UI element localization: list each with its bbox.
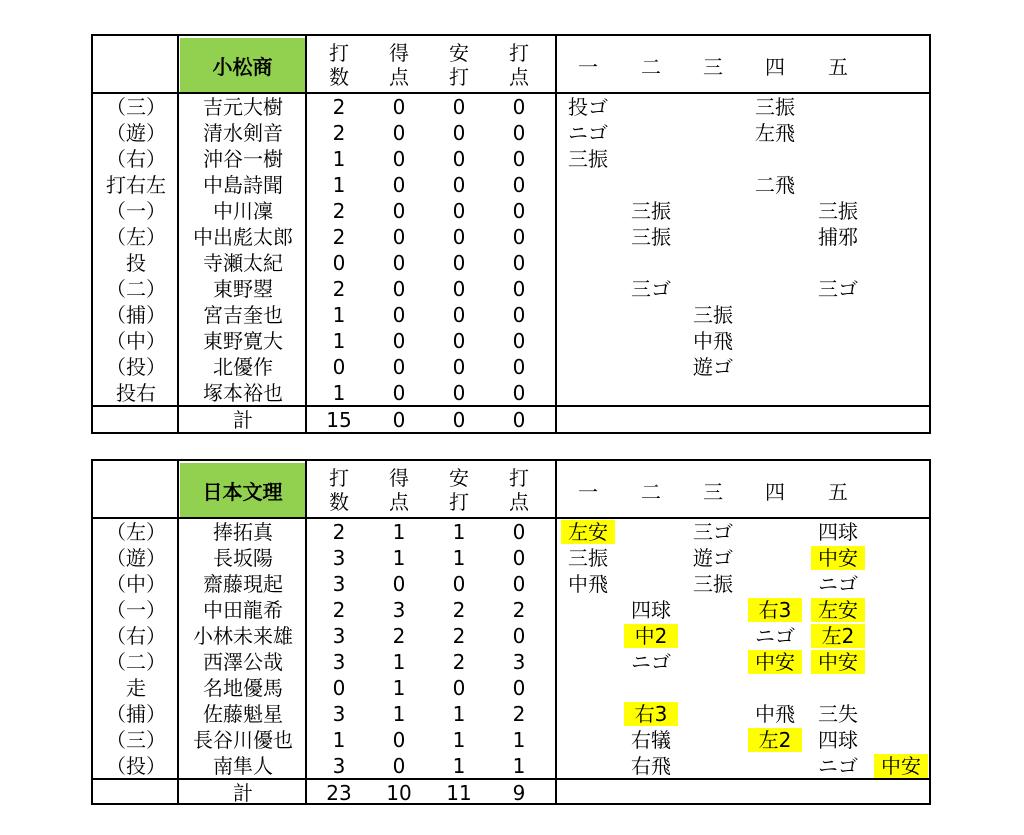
player-stat: 1 (332, 303, 346, 327)
player-stat: 1 (332, 329, 346, 353)
player-stat: 0 (452, 329, 466, 353)
player-stat: 0 (332, 355, 346, 379)
player-row (93, 597, 929, 623)
player-stat: 2 (512, 702, 526, 726)
stat-header-char: 打 (329, 466, 349, 490)
at-bat-result: 三振 (631, 225, 671, 249)
player-stat: 0 (512, 251, 526, 275)
inning-header: 二 (641, 54, 661, 79)
player-stat: 0 (392, 303, 406, 327)
at-bat-result: 三振 (568, 147, 608, 171)
at-bat-result: 三振 (818, 199, 858, 223)
player-row (93, 328, 929, 354)
stat-header (369, 461, 429, 519)
inning-header: 三 (703, 54, 723, 79)
player-position: 投 (126, 251, 146, 275)
player-stat: 0 (452, 199, 466, 223)
at-bat-hit: 左2 (748, 728, 802, 752)
player-stat: 0 (452, 121, 466, 145)
at-bat-hit: 右3 (748, 598, 802, 622)
player-stat: 2 (332, 121, 346, 145)
at-bat-result: 三振 (631, 199, 671, 223)
player-stat: 0 (512, 173, 526, 197)
at-bat-hit: 中安 (748, 650, 802, 674)
player-stat: 1 (332, 147, 346, 171)
player-row (93, 146, 929, 172)
player-row (93, 545, 929, 571)
player-position: （二） (106, 650, 166, 674)
total-stat: 9 (512, 781, 526, 805)
player-stat: 3 (332, 650, 346, 674)
player-position: （捕） (106, 702, 166, 726)
stat-header-char: 点 (509, 490, 529, 514)
player-name: 佐藤魁星 (203, 702, 283, 726)
player-row (93, 571, 929, 597)
player-stat: 0 (512, 520, 526, 544)
stat-header-char: 数 (329, 65, 349, 89)
player-stat: 0 (392, 572, 406, 596)
player-position: 走 (126, 676, 146, 700)
total-stat: 11 (446, 781, 472, 805)
player-position: （右） (106, 147, 166, 171)
player-stat: 2 (392, 624, 406, 648)
player-name: 沖谷一樹 (203, 147, 283, 171)
player-stat: 1 (392, 546, 406, 570)
inning-header: 四 (765, 479, 785, 504)
at-bat-result: 三振 (693, 572, 733, 596)
total-label: 計 (233, 781, 253, 805)
at-bat-result: 中飛 (755, 702, 795, 726)
at-bat-result: 中飛 (568, 572, 608, 596)
stat-header-char: 打 (509, 466, 529, 490)
at-bat-result: ニゴ (631, 650, 671, 674)
total-stat: 15 (326, 408, 352, 432)
stat-header-char: 数 (329, 490, 349, 514)
at-bat-result: ニゴ (818, 572, 858, 596)
stat-header-char: 安 (449, 466, 469, 490)
at-bat-result: ニゴ (568, 121, 608, 145)
player-row (93, 120, 929, 146)
player-name: 中島詩聞 (203, 173, 283, 197)
player-stat: 1 (332, 173, 346, 197)
player-stat: 0 (512, 199, 526, 223)
player-stat: 1 (512, 754, 526, 778)
player-row (93, 302, 929, 328)
player-stat: 2 (332, 225, 346, 249)
player-position: （右） (106, 624, 166, 648)
stat-header-char: 点 (389, 65, 409, 89)
player-row (93, 380, 929, 406)
player-stat: 1 (332, 381, 346, 405)
inning-header: 五 (828, 54, 848, 79)
player-stat: 0 (452, 173, 466, 197)
inning-header: 五 (828, 479, 848, 504)
player-row (93, 623, 929, 649)
player-stat: 0 (332, 251, 346, 275)
at-bat-result: 三ゴ (693, 520, 733, 544)
stat-header-char: 点 (389, 490, 409, 514)
player-name: 小林未来雄 (193, 624, 293, 648)
player-stat: 0 (512, 546, 526, 570)
player-stat: 0 (452, 277, 466, 301)
player-name: 中出彪太郎 (193, 225, 293, 249)
player-stat: 0 (392, 95, 406, 119)
player-stat: 0 (512, 303, 526, 327)
player-stat: 3 (332, 702, 346, 726)
player-name: 中田龍希 (203, 598, 283, 622)
player-name: 名地優馬 (203, 676, 283, 700)
total-stat: 23 (326, 781, 352, 805)
player-stat: 1 (392, 676, 406, 700)
stat-header-char: 打 (449, 65, 469, 89)
player-name: 長坂陽 (213, 546, 273, 570)
player-stat: 3 (512, 650, 526, 674)
scoreboard-komatsusho (91, 34, 931, 434)
at-bat-result: 左飛 (755, 121, 795, 145)
total-stat: 0 (512, 408, 526, 432)
player-stat: 0 (392, 147, 406, 171)
player-stat: 1 (452, 546, 466, 570)
player-stat: 0 (452, 95, 466, 119)
player-stat: 1 (512, 728, 526, 752)
total-stat: 0 (392, 408, 406, 432)
player-row (93, 649, 929, 675)
at-bat-result: 三ゴ (631, 277, 671, 301)
scoreboard-nihonbunri (91, 459, 931, 805)
stat-header-char: 打 (509, 41, 529, 65)
at-bat-result: 四球 (818, 520, 858, 544)
player-name: 齋藤現起 (203, 572, 283, 596)
player-name: 西澤公哉 (203, 650, 283, 674)
player-stat: 1 (392, 702, 406, 726)
player-stat: 0 (452, 251, 466, 275)
at-bat-result: 三振 (693, 303, 733, 327)
player-position: （一） (106, 199, 166, 223)
stat-header (429, 461, 489, 519)
player-stat: 0 (452, 676, 466, 700)
at-bat-result: 右犠 (631, 728, 671, 752)
player-stat: 3 (392, 598, 406, 622)
player-position: 打右左 (106, 173, 166, 197)
player-stat: 0 (512, 624, 526, 648)
player-stat: 1 (392, 520, 406, 544)
stat-header-char: 点 (509, 65, 529, 89)
at-bat-result: 四球 (631, 598, 671, 622)
player-stat: 0 (332, 676, 346, 700)
player-stat: 0 (392, 329, 406, 353)
at-bat-result: 投ゴ (568, 95, 608, 119)
player-stat: 0 (512, 147, 526, 171)
player-row (93, 198, 929, 224)
player-name: 南隼人 (213, 754, 273, 778)
player-stat: 2 (452, 650, 466, 674)
player-position: （遊） (106, 546, 166, 570)
player-stat: 0 (392, 381, 406, 405)
player-position: （中） (106, 572, 166, 596)
stat-header (489, 461, 549, 519)
player-position: （投） (106, 355, 166, 379)
team-name: 小松商 (180, 38, 305, 92)
at-bat-result: 四球 (818, 728, 858, 752)
total-row (93, 780, 929, 806)
player-stat: 0 (452, 381, 466, 405)
player-stat: 0 (512, 381, 526, 405)
player-stat: 2 (332, 520, 346, 544)
player-stat: 0 (392, 355, 406, 379)
player-position: （中） (106, 329, 166, 353)
at-bat-hit: 中安 (811, 546, 865, 570)
player-row (93, 519, 929, 545)
stat-header (429, 36, 489, 94)
player-stat: 2 (452, 598, 466, 622)
team-name: 日本文理 (180, 463, 305, 517)
at-bat-hit: 左2 (811, 624, 865, 648)
player-stat: 0 (392, 173, 406, 197)
at-bat-hit: 中安 (811, 650, 865, 674)
player-stat: 2 (332, 95, 346, 119)
stat-header-char: 得 (389, 41, 409, 65)
player-stat: 0 (392, 251, 406, 275)
at-bat-result: 三振 (568, 546, 608, 570)
player-position: （投） (106, 754, 166, 778)
at-bat-result: 二飛 (755, 173, 795, 197)
player-stat: 1 (452, 702, 466, 726)
player-stat: 0 (512, 676, 526, 700)
player-position: （二） (106, 277, 166, 301)
stat-header-char: 得 (389, 466, 409, 490)
player-stat: 1 (452, 754, 466, 778)
stat-header-char: 打 (329, 41, 349, 65)
at-bat-hit: 中安 (874, 754, 928, 778)
stat-header-char: 打 (449, 490, 469, 514)
player-name: 中川凜 (213, 199, 273, 223)
player-position: （左） (106, 520, 166, 544)
player-position: （三） (106, 95, 166, 119)
at-bat-result: 三ゴ (818, 277, 858, 301)
player-stat: 0 (512, 355, 526, 379)
player-name: 吉元大樹 (203, 95, 283, 119)
player-stat: 0 (452, 147, 466, 171)
at-bat-result: 三振 (755, 95, 795, 119)
player-stat: 0 (452, 225, 466, 249)
inning-header: 二 (641, 479, 661, 504)
player-name: 宮吉奎也 (203, 303, 283, 327)
player-stat: 0 (392, 728, 406, 752)
player-stat: 3 (332, 754, 346, 778)
at-bat-result: 捕邪 (818, 225, 858, 249)
inning-header: 一 (578, 479, 598, 504)
total-row (93, 407, 929, 433)
player-name: 捧拓真 (213, 520, 273, 544)
player-row (93, 172, 929, 198)
stat-header (309, 36, 369, 94)
player-stat: 0 (392, 754, 406, 778)
player-row (93, 276, 929, 302)
player-position: （一） (106, 598, 166, 622)
player-row (93, 94, 929, 120)
player-row (93, 224, 929, 250)
at-bat-result: 三失 (818, 702, 858, 726)
player-name: 北優作 (213, 355, 273, 379)
player-stat: 2 (332, 277, 346, 301)
player-stat: 0 (392, 199, 406, 223)
player-stat: 0 (512, 121, 526, 145)
at-bat-result: 遊ゴ (693, 355, 733, 379)
player-stat: 2 (332, 199, 346, 223)
player-stat: 0 (512, 95, 526, 119)
player-row (93, 250, 929, 276)
player-name: 長谷川優也 (193, 728, 293, 752)
player-row (93, 675, 929, 701)
at-bat-result: 遊ゴ (693, 546, 733, 570)
player-stat: 0 (392, 277, 406, 301)
player-stat: 0 (452, 355, 466, 379)
player-row (93, 354, 929, 380)
player-stat: 3 (332, 624, 346, 648)
inning-header: 四 (765, 54, 785, 79)
player-stat: 0 (512, 225, 526, 249)
at-bat-result: 右飛 (631, 754, 671, 778)
player-stat: 1 (332, 728, 346, 752)
player-name: 東野寛大 (203, 329, 283, 353)
at-bat-hit: 中2 (624, 624, 678, 648)
player-position: （左） (106, 225, 166, 249)
at-bat-result: ニゴ (755, 624, 795, 648)
player-stat: 3 (332, 572, 346, 596)
total-stat: 10 (386, 781, 412, 805)
total-label: 計 (233, 408, 253, 432)
player-row (93, 753, 929, 779)
stat-header (489, 36, 549, 94)
stat-header (369, 36, 429, 94)
at-bat-hit: 左安 (561, 520, 615, 544)
player-stat: 0 (512, 572, 526, 596)
total-stat: 0 (452, 408, 466, 432)
player-stat: 1 (392, 650, 406, 674)
inning-header: 三 (703, 479, 723, 504)
stat-header (309, 461, 369, 519)
player-stat: 2 (452, 624, 466, 648)
inning-header: 一 (578, 54, 598, 79)
player-position: 投右 (116, 381, 156, 405)
at-bat-hit: 左安 (811, 598, 865, 622)
player-name: 塚本裕也 (203, 381, 283, 405)
player-name: 東野曌 (213, 277, 273, 301)
at-bat-result: ニゴ (818, 754, 858, 778)
player-stat: 1 (452, 728, 466, 752)
player-stat: 0 (452, 572, 466, 596)
player-stat: 1 (452, 520, 466, 544)
player-stat: 2 (332, 598, 346, 622)
player-row (93, 701, 929, 727)
at-bat-hit: 右3 (624, 702, 678, 726)
player-stat: 0 (392, 121, 406, 145)
player-stat: 2 (512, 598, 526, 622)
player-stat: 3 (332, 546, 346, 570)
stat-header-char: 安 (449, 41, 469, 65)
player-position: （遊） (106, 121, 166, 145)
player-name: 清水剣音 (203, 121, 283, 145)
at-bat-result: 中飛 (693, 329, 733, 353)
player-position: （三） (106, 728, 166, 752)
player-stat: 0 (512, 277, 526, 301)
player-stat: 0 (512, 329, 526, 353)
player-stat: 0 (452, 303, 466, 327)
player-row (93, 727, 929, 753)
player-stat: 0 (392, 225, 406, 249)
player-position: （捕） (106, 303, 166, 327)
player-name: 寺瀬太紀 (203, 251, 283, 275)
